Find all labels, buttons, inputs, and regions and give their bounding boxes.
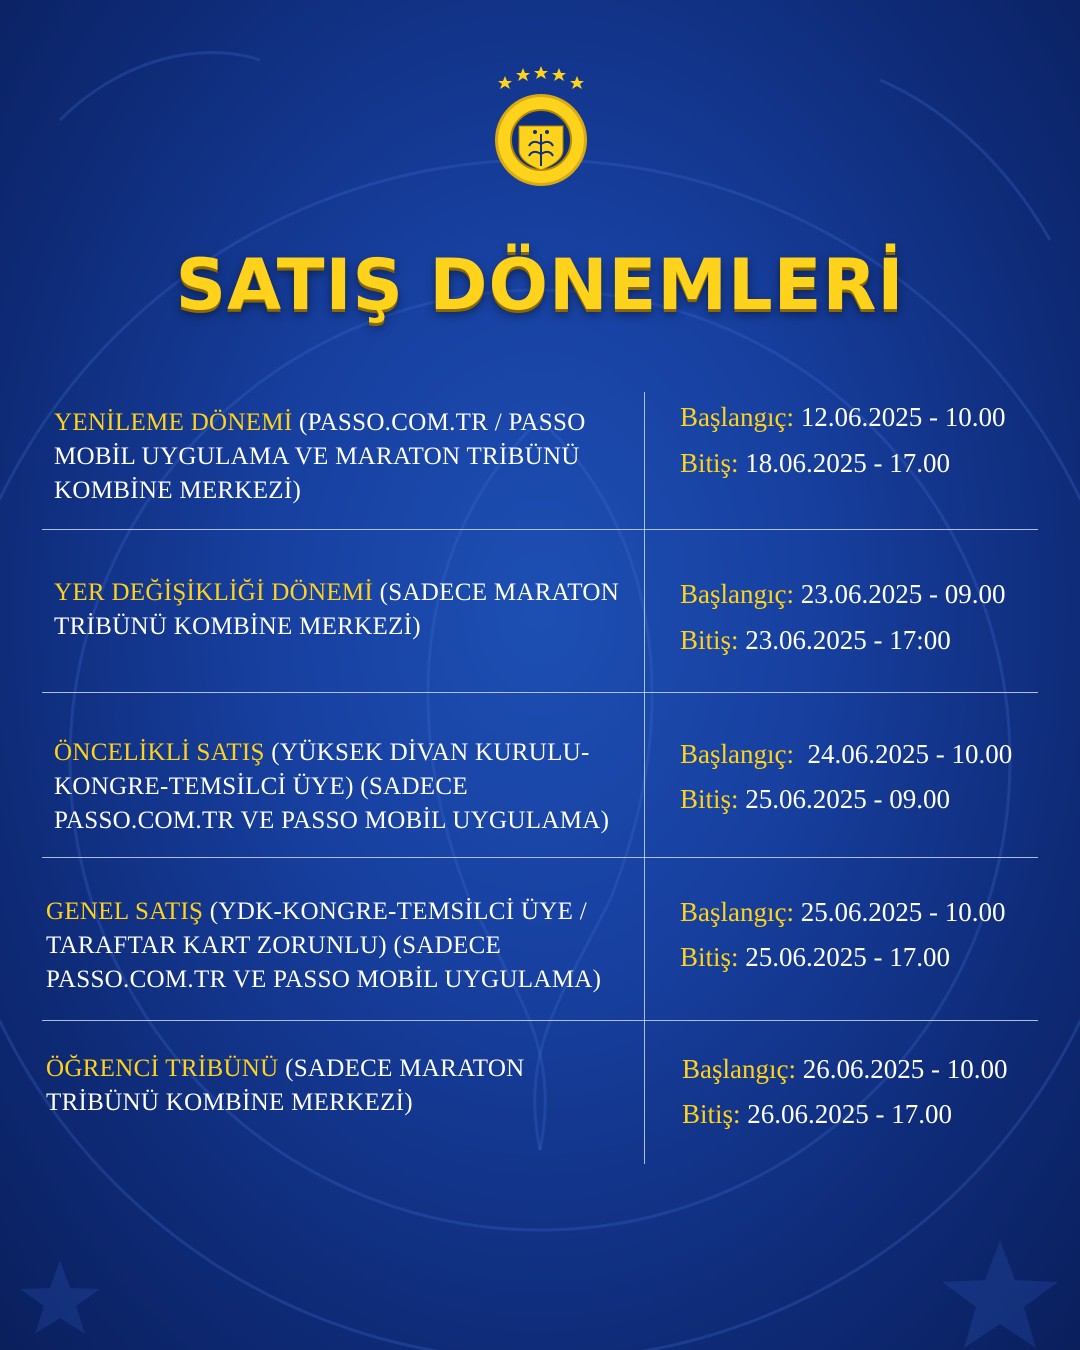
period-detail: (SADECE MARATON TRİBÜNÜ KOMBİNE MERKEZİ) <box>54 579 620 640</box>
start-date <box>680 577 1005 611</box>
period-description <box>54 576 624 644</box>
row-divider <box>42 692 1038 693</box>
period-detail: (SADECE MARATON TRİBÜNÜ KOMBİNE MERKEZİ) <box>46 1055 525 1116</box>
start-label: Başlangıç: <box>680 579 794 609</box>
page-title: SATIŞ DÖNEMLERİ <box>175 244 905 326</box>
start-value: 23.06.2025 - 09.00 <box>793 579 1006 609</box>
end-value: 18.06.2025 - 17.00 <box>738 448 951 478</box>
end-date <box>680 940 950 974</box>
period-description <box>46 895 616 997</box>
period-detail: (YDK-KONGRE-TEMSİLCİ ÜYE / TARAFTAR KART ZORUNLU) (SADECE PASSO.COM.TR VE PASSO MOBİL UYGULAMA) <box>46 898 602 993</box>
row-divider <box>42 1020 1038 1021</box>
period-name: ÖNCELİKLİ SATIŞ <box>54 739 265 766</box>
period-name: ÖĞRENCİ TRİBÜNÜ <box>46 1055 279 1082</box>
end-label: Bitiş: <box>682 1099 741 1129</box>
end-value: 25.06.2025 - 09.00 <box>738 784 951 814</box>
end-label: Bitiş: <box>680 625 739 655</box>
period-description <box>46 1052 616 1120</box>
period-name: YENİLEME DÖNEMİ <box>54 409 293 436</box>
start-label: Başlangıç: <box>680 402 794 432</box>
row-divider <box>42 857 1038 858</box>
end-value: 25.06.2025 - 17.00 <box>738 942 951 972</box>
start-date <box>682 1052 1007 1086</box>
end-value: 23.06.2025 - 17:00 <box>738 625 951 655</box>
end-value: 26.06.2025 - 17.00 <box>740 1099 953 1129</box>
start-label: Başlangıç: <box>682 1054 796 1084</box>
period-name: YER DEĞİŞİKLİĞİ DÖNEMİ <box>54 579 374 606</box>
end-label: Bitiş: <box>680 448 739 478</box>
end-date <box>680 623 951 657</box>
period-detail: (YÜKSEK DİVAN KURULU-KONGRE-TEMSİLCİ ÜYE) (SADECE PASSO.COM.TR VE PASSO MOBİL UYGULAMA) <box>54 739 610 834</box>
start-value: 12.06.2025 - 10.00 <box>793 402 1006 432</box>
column-divider <box>644 392 645 1164</box>
period-description <box>54 736 624 838</box>
period-detail: (PASSO.COM.TR / PASSO MOBİL UYGULAMA VE MARATON TRİBÜNÜ KOMBİNE MERKEZİ) <box>54 409 586 504</box>
end-date <box>680 782 950 816</box>
start-date <box>680 895 1005 929</box>
period-description <box>54 406 624 508</box>
start-date <box>680 400 1005 434</box>
start-date <box>680 737 1012 771</box>
start-label: Başlangıç: <box>680 897 794 927</box>
start-value: 25.06.2025 - 10.00 <box>793 897 1006 927</box>
row-divider <box>42 529 1038 530</box>
end-label: Bitiş: <box>680 784 739 814</box>
end-label: Bitiş: <box>680 942 739 972</box>
start-value: 24.06.2025 - 10.00 <box>793 739 1013 769</box>
start-label: Başlangıç: <box>680 739 794 769</box>
start-value: 26.06.2025 - 10.00 <box>795 1054 1008 1084</box>
end-date <box>682 1097 952 1131</box>
period-name: GENEL SATIŞ <box>46 898 204 925</box>
fenerbahce-crest-icon <box>489 66 593 190</box>
end-date <box>680 446 950 480</box>
